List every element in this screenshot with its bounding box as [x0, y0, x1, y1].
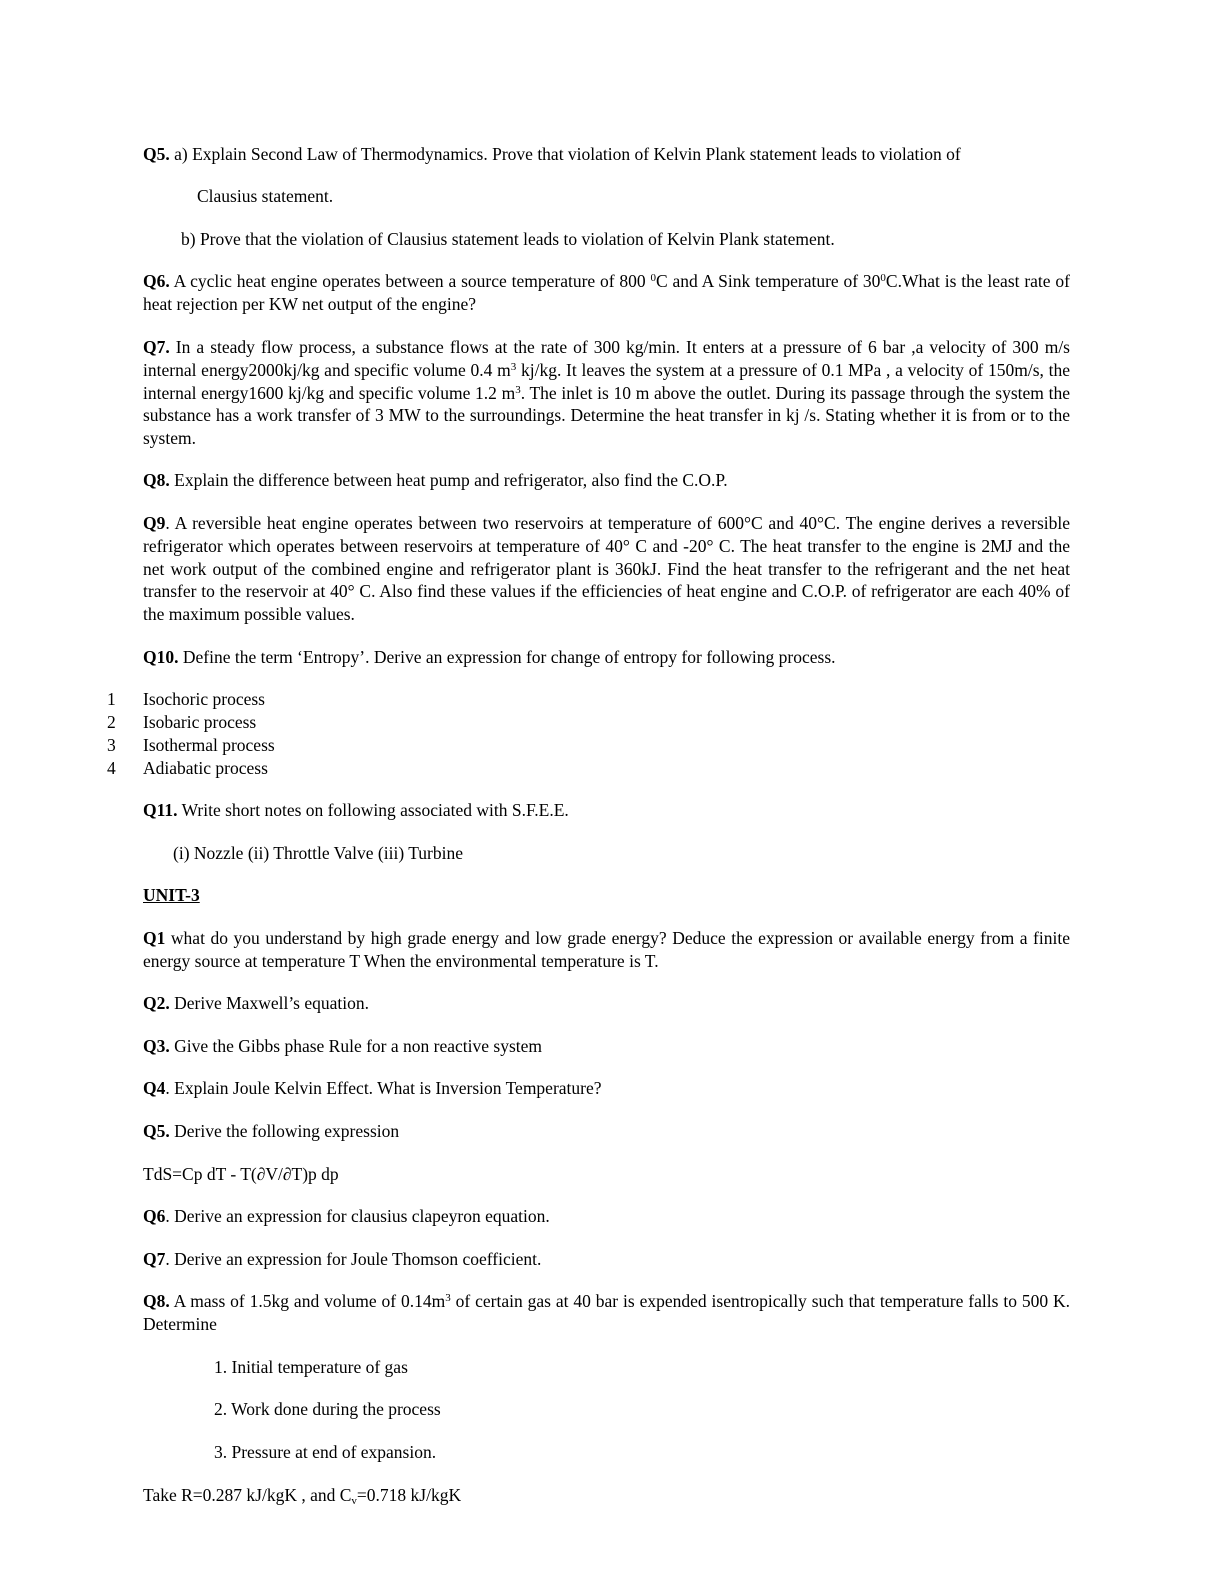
question-label: Q8. [143, 470, 170, 490]
question-q10: Q10. Define the term ‘Entropy’. Derive an expression for change of entropy for following process. [143, 647, 836, 667]
question-text: a) Explain Second Law of Thermodynamics. Prove that violation of Kelvin Plank statement leads to violation of [174, 144, 961, 164]
section-heading [143, 884, 1070, 907]
sub-item: 3. Pressure at end of expansion. [214, 1442, 437, 1462]
question-label: Q4 [143, 1078, 166, 1098]
question-q5-a-continued: Clausius statement. [197, 186, 334, 206]
question-q5-b: b) Prove that the violation of Clausius statement leads to violation of Kelvin Plank statement. [181, 229, 835, 249]
list-item: Isochoric process [143, 689, 265, 709]
question-q11: Q11. Write short notes on following associated with S.F.E.E. [143, 800, 569, 820]
list-item: Isothermal process [143, 735, 275, 755]
question-label: Q5. [143, 1121, 170, 1141]
question-label: Q7 [143, 1249, 166, 1269]
list-item-number: 4 [107, 758, 116, 778]
question-label: Q5. [143, 144, 170, 164]
question-label: Q6 [143, 1206, 166, 1226]
question-u3-q3: Q3. Give the Gibbs phase Rule for a non reactive system [143, 1036, 543, 1056]
question-label: Q3. [143, 1036, 170, 1056]
question-u3-q1: Q1 what do you understand by high grade energy and low grade energy? Deduce the expression or available energy from a finite energy source at temperature T When the environmental temperature is T. [143, 928, 1070, 971]
list-item: Adiabatic process [143, 758, 268, 778]
list-item-number: 2 [107, 712, 116, 732]
formula: TdS=Cp dT - T(∂V/∂T)p dp [143, 1164, 339, 1184]
question-label: Q7. [143, 337, 170, 357]
sub-item: 1. Initial temperature of gas [214, 1357, 408, 1377]
question-label: Q10. [143, 647, 179, 667]
list-item-number: 1 [107, 689, 116, 709]
question-label: Q6. [143, 271, 170, 291]
question-q7: Q7. In a steady flow process, a substance flows at the rate of 300 kg/min. It enters at a pressure of 6 bar ,a velocity of 300 m/s internal energy2000kj/kg and specific volume 0.4 $m^3$ kj/kg. It leaves the system at a pressure of 0.1 MPa , a velocity of 150m/s, the internal energy1600 kj/kg and specific volume 1.2 $m^3$. The inlet is 10 m above the outlet. During its passage through the system the substance has a work transfer of 3 MW to the surroundings. Determine the heat transfer in kj /s. Stating whether it is from or to the system. [143, 337, 1070, 449]
sub-item: 2. Work done during the process [214, 1399, 441, 1419]
list-item-number: 3 [107, 735, 116, 755]
question-q9: Q9. A reversible heat engine operates between two reservoirs at temperature of 600°C and 40°C. The engine derives a reversible refrigerator which operates between reservoirs at temperature of 40° C and -20° C. The heat transfer to the engine is 2MJ and the net work output of the combined engine and refrigerator plant is 360kJ. Find the heat transfer to the refrigerant and the net heat transfer to the reservoir at 40° C. Also find these values if the efficiencies of heat engine and C.O.P. of refrigerator are each 40% of the maximum possible values. [143, 513, 1070, 625]
question-u3-q2: Q2. Derive Maxwell’s equation. [143, 993, 370, 1013]
question-label: Q8. [143, 1291, 170, 1311]
question-q11-parts: (i) Nozzle (ii) Throttle Valve (iii) Turbine [173, 843, 463, 863]
question-u3-q4: Q4. Explain Joule Kelvin Effect. What is Inversion Temperature? [143, 1078, 602, 1098]
question-label: Q1 [143, 928, 166, 948]
question-label: Q2. [143, 993, 170, 1013]
question-u3-q6: Q6. Derive an expression for clausius clapeyron equation. [143, 1206, 550, 1226]
given-constants: Take R=0.287 kJ/kgK , and $C_v=0.718$ kJ/kgK [143, 1485, 462, 1507]
question-u3-q7: Q7. Derive an expression for Joule Thomson coefficient. [143, 1249, 542, 1269]
question-u3-q8: Q8. A mass of 1.5kg and volume of $0.14m^3$ of certain gas at 40 bar is expended isentropically such that temperature falls to 500 K. Determine [143, 1291, 1071, 1334]
question-u3-q5: Q5. Derive the following expression [143, 1121, 400, 1141]
unit-heading: UNIT-3 [143, 885, 200, 905]
question-label: Q9 [143, 513, 166, 533]
list-item: Isobaric process [143, 712, 257, 732]
question-q6: Q6. A cyclic heat engine operates between a source temperature of 800 $^0$C and A Sink temperature of $30^0C.What$ is the least rate of heat rejection per KW net output of the engine? [143, 271, 1070, 314]
question-q5-a [143, 143, 1070, 166]
question-label: Q11. [143, 800, 178, 820]
question-q8: Q8. Explain the difference between heat pump and refrigerator, also find the C.O.P. [143, 470, 728, 490]
